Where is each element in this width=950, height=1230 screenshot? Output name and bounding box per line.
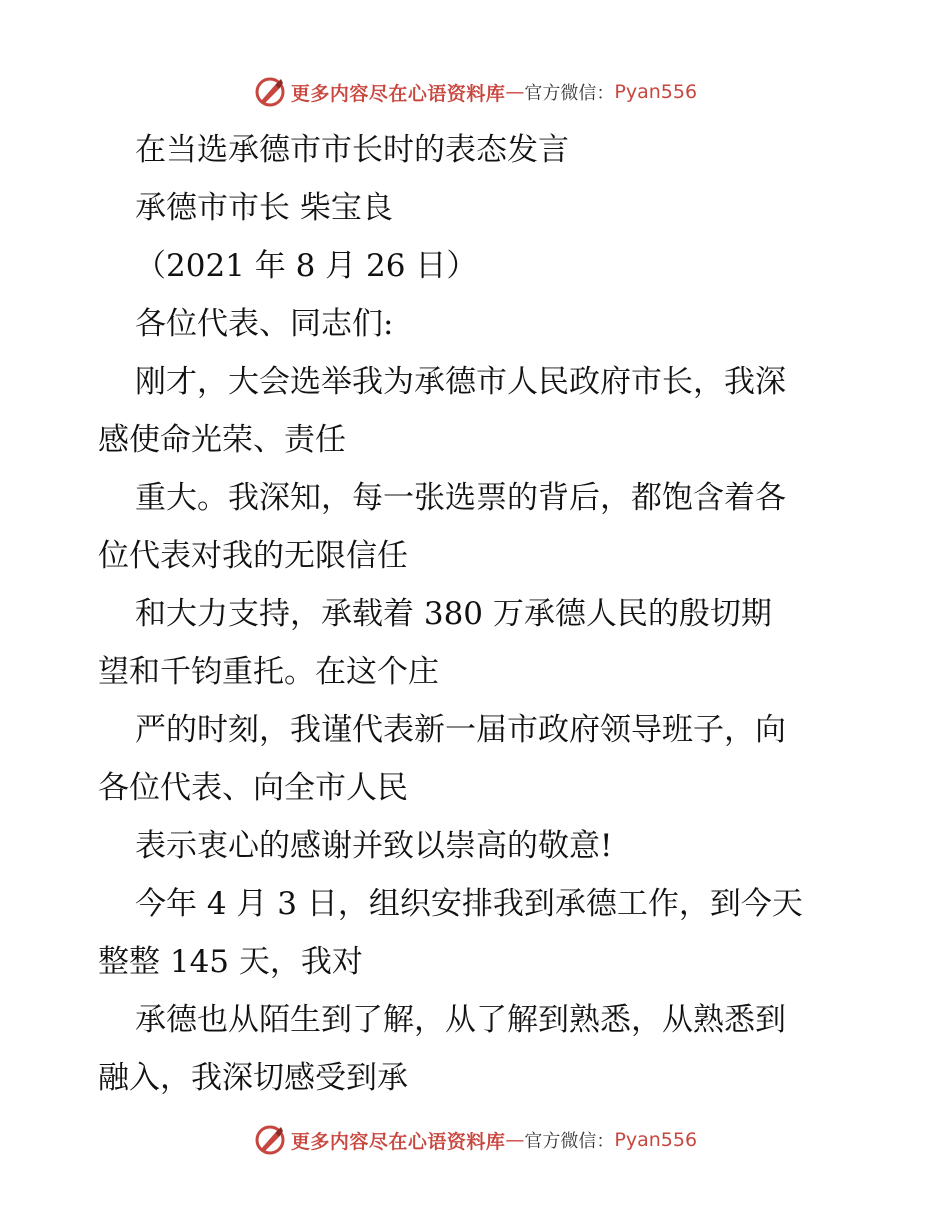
- watermark-main-text: 更多内容尽在心语资料库: [290, 82, 506, 105]
- watermark-dash: —: [505, 1129, 525, 1151]
- salutation: 各位代表、同志们:: [135, 306, 394, 342]
- text-line: 今年 4 月 3 日，组织安排我到承德工作，到今天: [135, 886, 803, 922]
- watermark-wechat-id: Pyan556: [614, 1129, 698, 1151]
- footer-watermark: [0, 1120, 950, 1160]
- text-line: 重大。我深知，每一张选票的背后，都饱含着各: [135, 480, 786, 516]
- text-line: 严的时刻，我谨代表新一届市政府领导班子，向: [135, 712, 786, 748]
- watermark-wechat-label: 官方微信：: [524, 83, 615, 104]
- text-line: 刚才，大会选举我为承德市人民政府市长，我深: [135, 364, 786, 400]
- text-line: 感使命光荣、责任: [98, 422, 346, 458]
- text-line: 融入，我深切感受到承: [98, 1060, 408, 1096]
- text-line: 整整 145 天，我对: [98, 944, 363, 980]
- text-line: 望和千钧重托。在这个庄: [98, 654, 439, 690]
- author-line: 承德市市长 柴宝良: [135, 190, 393, 226]
- watermark-wechat-label: 官方微信：: [524, 1131, 615, 1152]
- quill-pen-logo-icon: [253, 75, 287, 109]
- watermark-wechat-id: Pyan556: [614, 81, 698, 103]
- watermark-main-text: 更多内容尽在心语资料库: [290, 1130, 506, 1153]
- quill-pen-logo-icon: [253, 1123, 287, 1157]
- document-title: 在当选承德市市长时的表态发言: [135, 132, 569, 168]
- header-watermark: [0, 72, 950, 112]
- text-line: 和大力支持，承载着 380 万承德人民的殷切期: [135, 596, 772, 632]
- text-line: 位代表对我的无限信任: [98, 538, 408, 574]
- document-body: [98, 121, 868, 1107]
- text-line: 承德也从陌生到了解，从了解到熟悉，从熟悉到: [135, 1002, 786, 1038]
- text-line: 各位代表、向全市人民: [98, 770, 408, 806]
- text-line: 表示衷心的感谢并致以崇高的敬意!: [135, 828, 613, 864]
- watermark-dash: —: [505, 81, 525, 103]
- date-line: （2021 年 8 月 26 日）: [135, 248, 478, 284]
